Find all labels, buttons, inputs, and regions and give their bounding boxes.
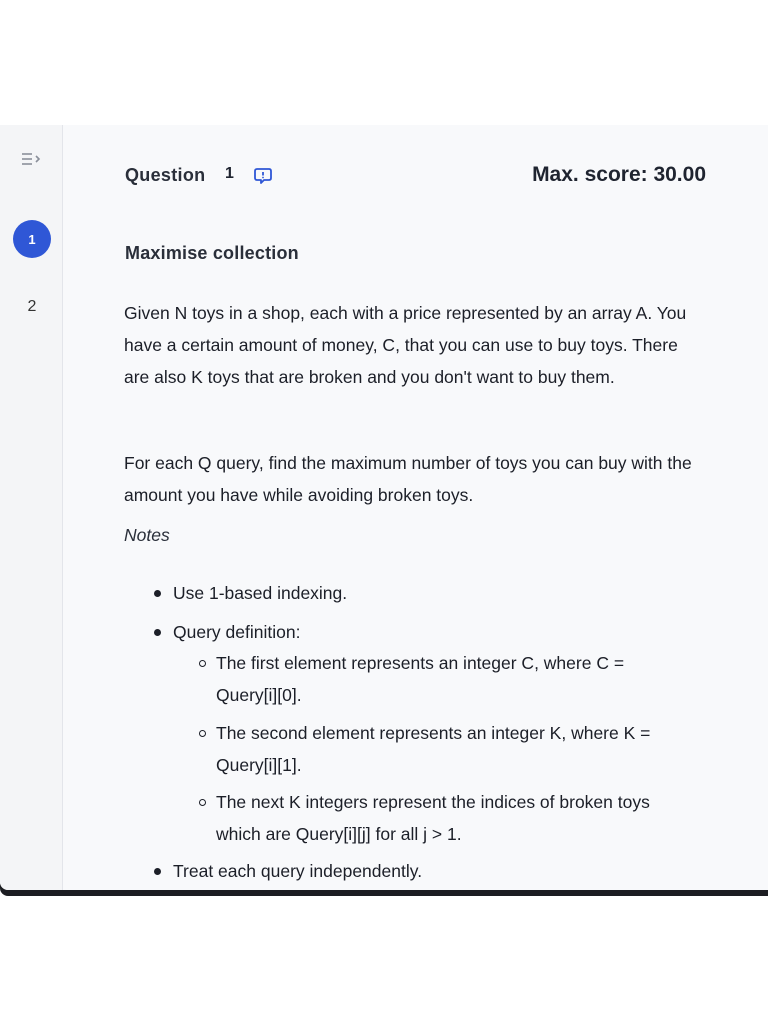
photo-margin — [0, 896, 768, 1024]
comment-icon[interactable] — [253, 166, 273, 186]
circle-bullet-icon — [199, 799, 206, 806]
problem-paragraph-2: For each Q query, find the maximum number of toys you can buy with the amount you have while avoiding broken toys. — [124, 453, 692, 505]
list-item-text: Query definition: — [173, 622, 301, 642]
question-nav-2[interactable]: 2 — [27, 298, 37, 315]
question-sidebar — [0, 125, 63, 890]
question-header — [124, 165, 706, 191]
sub-list-item-text: The first element represents an integer C, where C = Query[i][0]. — [216, 653, 625, 705]
list-item-text: Use 1-based indexing. — [173, 583, 348, 603]
sub-list-item-text: The next K integers represent the indices of broken toys which are Query[i][j] for all j > 1. — [216, 792, 650, 844]
bullet-icon — [154, 868, 161, 875]
bullet-icon — [154, 590, 161, 597]
circle-bullet-icon — [199, 660, 206, 667]
max-score: Max. score: 30.00 — [532, 163, 706, 186]
notes-heading: Notes — [124, 525, 170, 545]
test-window — [0, 125, 768, 890]
problem-title: Maximise collection — [125, 243, 299, 263]
circle-bullet-icon — [199, 730, 206, 737]
list-item-text: Treat each query independently. — [173, 861, 423, 881]
bullet-icon — [154, 629, 161, 636]
question-number: 1 — [225, 165, 234, 182]
question-label: Question — [125, 165, 206, 185]
question-nav-1[interactable]: 1 — [13, 220, 51, 258]
problem-paragraph-1: Given N toys in a shop, each with a price represented by an array A. You have a certain amount of money, C, that you can use to buy toys. There are also K toys that are broken and you don't want to buy them. — [124, 303, 687, 387]
question-content — [124, 125, 714, 890]
sub-list-item-text: The second element represents an integer K, where K = Query[i][1]. — [216, 723, 651, 775]
collapse-icon[interactable] — [20, 151, 44, 169]
